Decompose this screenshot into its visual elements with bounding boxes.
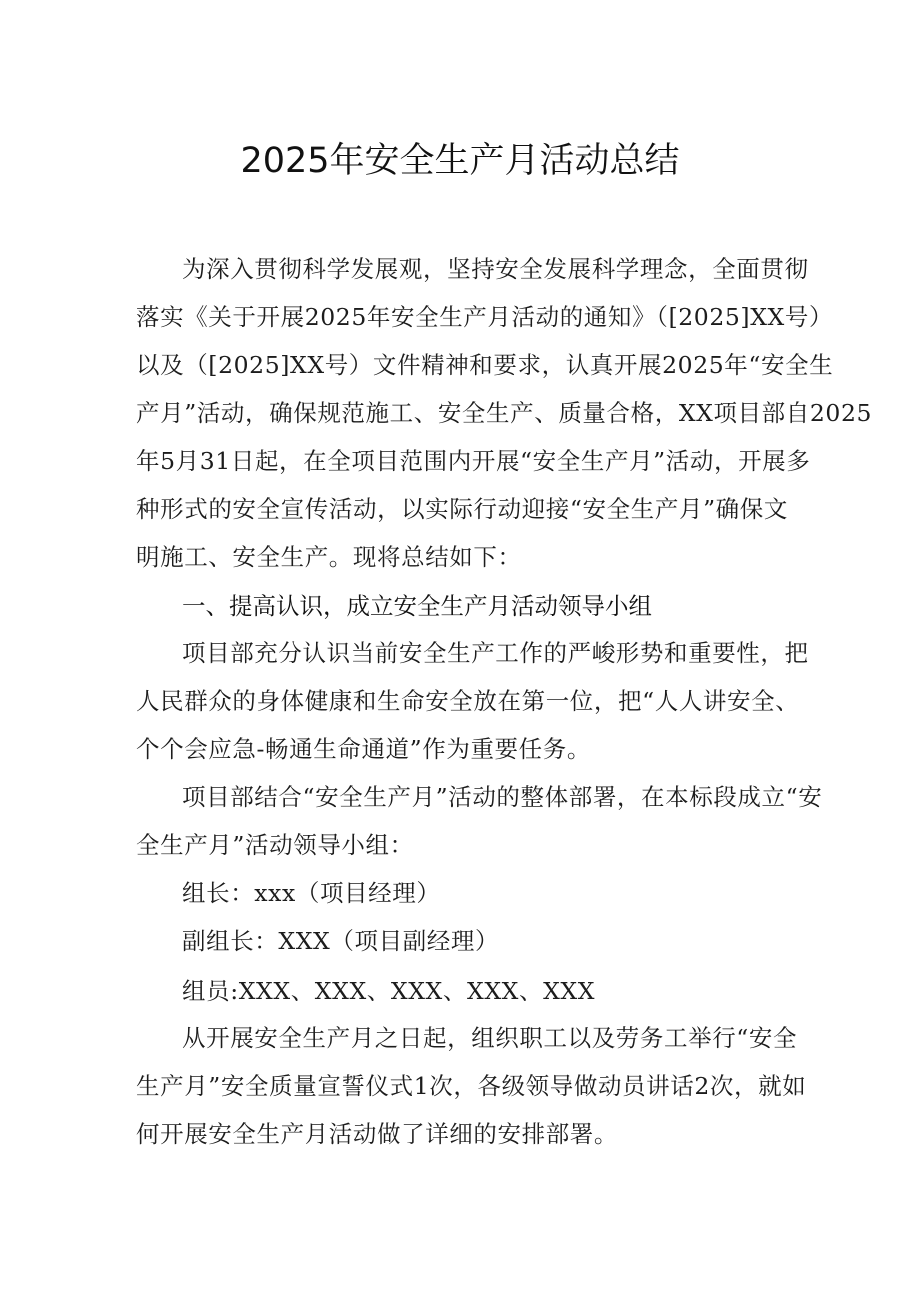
- text-line: 年5月31日起，在全项目范围内开展“安全生产月”活动，开展多: [136, 447, 811, 475]
- text-line: 从开展安全生产月之日起，组织职工以及劳务工举行“安全: [182, 1024, 798, 1052]
- document-title: 2025年安全生产月活动总结: [240, 141, 680, 181]
- text-line: 落实《关于开展2025年安全生产月活动的通知》（[2025]XX号）: [136, 303, 834, 331]
- text-line: 明施工、安全生产。现将总结如下：: [136, 543, 522, 571]
- text-line: 为深入贯彻科学发展观，坚持安全发展科学理念，全面贯彻: [182, 255, 809, 283]
- text-line: 种形式的安全宣传活动，以实际行动迎接“安全生产月”确保文: [136, 495, 788, 523]
- text-line: 何开展安全生产月活动做了详细的安排部署。: [136, 1120, 618, 1148]
- section-heading: 一、提高认识，成立安全生产月活动领导小组: [182, 592, 652, 620]
- text-line: 产月”活动，确保规范施工、安全生产、质量合格，XX项目部自2025: [136, 399, 873, 427]
- text-line: 项目部充分认识当前安全生产工作的严峻形势和重要性，把: [182, 639, 809, 667]
- text-line: 以及（[2025]XX号）文件精神和要求，认真开展2025年“安全生: [136, 351, 834, 379]
- group-members-line: 组员:XXX、XXX、XXX、XXX、XXX: [182, 977, 596, 1005]
- text-line: 全生产月”活动领导小组：: [136, 831, 414, 859]
- text-line: 项目部结合“安全生产月”活动的整体部署，在本标段成立“安: [182, 783, 823, 811]
- text-line: 人民群众的身体健康和生命安全放在第一位，把“人人讲安全、: [136, 687, 800, 715]
- text-line: 生产月”安全质量宣誓仪式1次，各级领导做动员讲话2次，就如: [136, 1072, 807, 1100]
- group-leader-line: 组长：xxx（项目经理）: [182, 879, 441, 907]
- deputy-leader-line: 副组长：XXX（项目副经理）: [182, 927, 500, 955]
- text-line: 个个会应急-畅通生命通道”作为重要任务。: [136, 735, 591, 763]
